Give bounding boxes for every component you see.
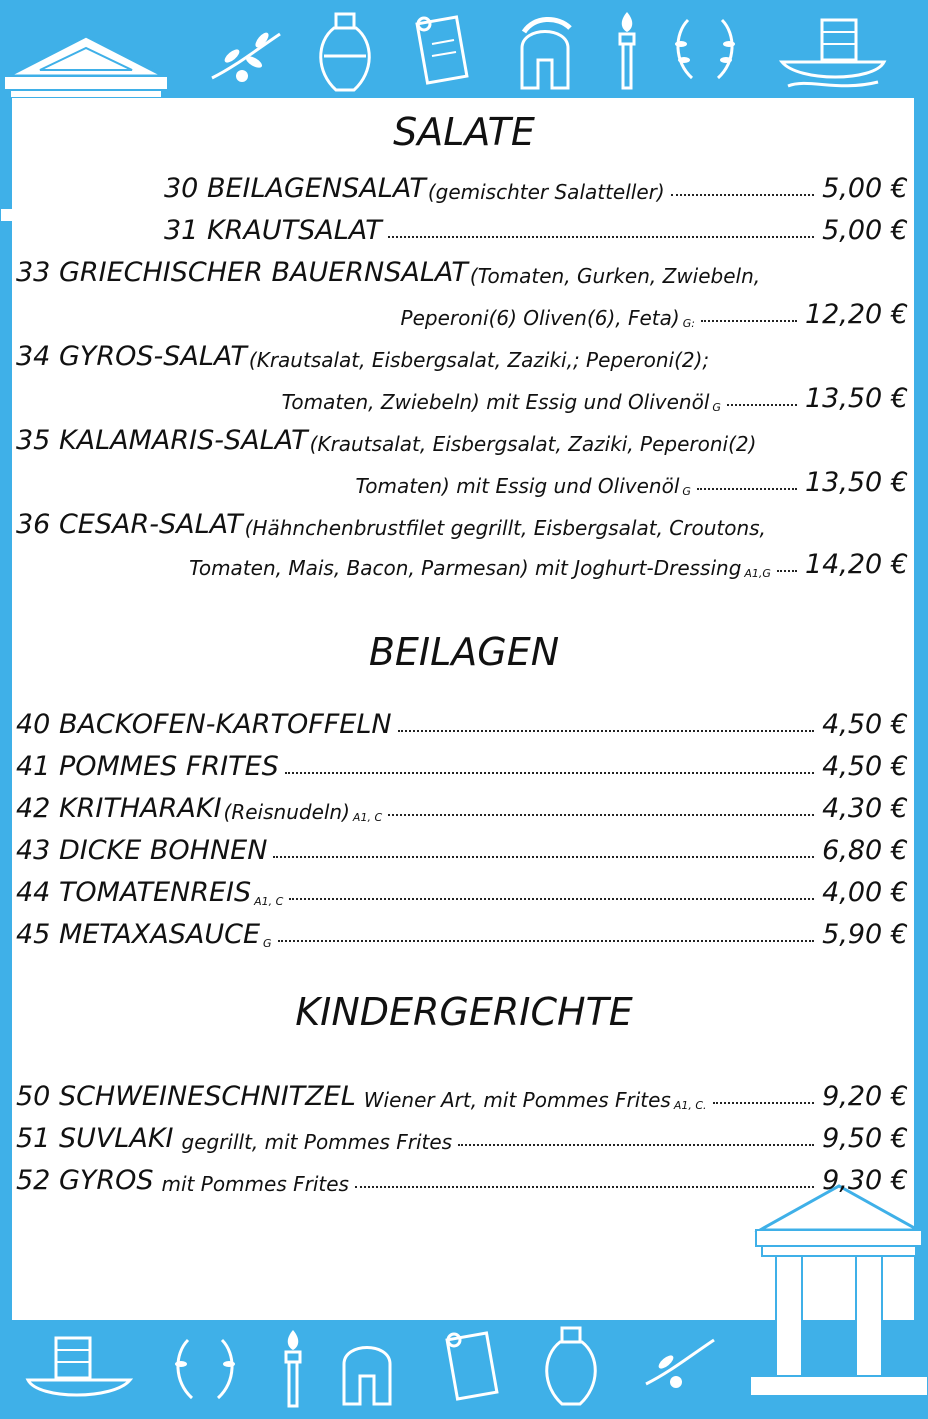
menu-item — [164, 206, 908, 246]
torch-icon — [278, 1328, 308, 1408]
item-desc: Tomaten) mit Essig und Olivenöl — [355, 474, 680, 498]
item-name: 42 KRITHARAKI — [16, 793, 222, 824]
item-price: 9,30 € — [822, 1165, 908, 1196]
item-desc: (Krautsalat, Eisbergsalat, Zaziki, Peperoni(2) — [309, 432, 757, 456]
item-price: 4,50 € — [822, 709, 908, 740]
item-allergens: A1, C. — [673, 1099, 707, 1112]
item-desc: (Reisnudeln) — [223, 800, 350, 824]
dot-leader — [289, 898, 814, 900]
item-desc: mit Pommes Frites — [161, 1172, 349, 1196]
dot-leader — [355, 1186, 814, 1188]
item-price: 4,00 € — [822, 877, 908, 908]
spartan-helmet-icon — [336, 1330, 398, 1410]
item-name: 41 POMMES FRITES — [16, 751, 279, 782]
item-allergens: A1, C — [254, 895, 284, 908]
item-allergens: G — [712, 401, 721, 414]
item-name: 50 SCHWEINESCHNITZEL — [16, 1081, 356, 1112]
dot-leader — [458, 1144, 814, 1146]
menu-item — [164, 164, 908, 204]
item-price: 4,50 € — [822, 751, 908, 782]
menu-item — [16, 826, 908, 866]
amphora-icon — [314, 12, 376, 96]
item-name: 33 GRIECHISCHER BAUERNSALAT — [16, 257, 468, 288]
item-price: 14,20 € — [804, 549, 908, 580]
olive-branch-icon — [206, 26, 286, 86]
amphora-icon — [540, 1326, 602, 1410]
item-desc: (gemischter Salatteller) — [427, 180, 665, 204]
dot-leader — [285, 772, 814, 774]
item-desc: (Krautsalat, Eisbergsalat, Zaziki,; Peperoni(2); — [248, 348, 710, 372]
item-price: 5,00 € — [822, 173, 908, 204]
item-desc: (Hähnchenbrustfilet gegrillt, Eisbergsalat, Croutons, — [244, 516, 766, 540]
item-price: 5,00 € — [822, 215, 908, 246]
item-price: 4,30 € — [822, 793, 908, 824]
dot-leader — [388, 814, 814, 816]
menu-item — [16, 332, 908, 372]
dot-leader — [278, 940, 815, 942]
section-title-salate: SALATE — [393, 110, 535, 154]
dot-leader — [671, 194, 814, 196]
item-desc: gegrillt, mit Pommes Frites — [181, 1130, 453, 1154]
menu-item — [16, 700, 908, 740]
item-name: 43 DICKE BOHNEN — [16, 835, 268, 866]
dot-leader — [701, 320, 797, 322]
dot-leader — [398, 730, 815, 732]
menu-item — [16, 784, 908, 824]
item-desc: Peperoni(6) Oliven(6), Feta) — [400, 306, 680, 330]
scroll-icon — [410, 14, 474, 88]
item-price: 13,50 € — [804, 383, 908, 414]
menu-item — [16, 742, 908, 782]
item-name: 52 GYROS — [16, 1165, 154, 1196]
item-desc: Tomaten, Mais, Bacon, Parmesan) mit Joghurt-Dressing — [189, 556, 742, 580]
olive-branch-icon — [640, 1332, 720, 1392]
menu-item — [16, 1156, 908, 1196]
section-title-kindergerichte: KINDERGERICHTE — [295, 990, 633, 1034]
dot-leader — [777, 570, 797, 572]
menu-item — [16, 500, 908, 540]
menu-item — [16, 416, 908, 456]
item-name: 30 BEILAGENSALAT — [164, 173, 426, 204]
dot-leader — [388, 236, 814, 238]
item-allergens: G — [682, 485, 691, 498]
item-name: 31 KRAUTSALAT — [164, 215, 382, 246]
menu-item-continuation — [401, 290, 908, 330]
menu-item — [16, 910, 908, 950]
dot-leader — [713, 1102, 815, 1104]
dot-leader — [727, 404, 797, 406]
greek-ship-icon — [24, 1330, 134, 1410]
menu-item — [16, 248, 908, 288]
item-price: 12,20 € — [804, 299, 908, 330]
temple-icon — [750, 1176, 928, 1416]
item-name: 45 METAXASAUCE — [16, 919, 261, 950]
item-price: 6,80 € — [822, 835, 908, 866]
menu-item — [16, 1072, 908, 1112]
item-allergens: A1,G — [744, 567, 771, 580]
item-price: 9,50 € — [822, 1123, 908, 1154]
dot-leader — [273, 856, 814, 858]
item-allergens: G — [263, 937, 272, 950]
item-name: 51 SUVLAKI — [16, 1123, 174, 1154]
item-name: 40 BACKOFEN-KARTOFFELN — [16, 709, 392, 740]
item-name: 34 GYROS-SALAT — [16, 341, 247, 372]
section-title-beilagen: BEILAGEN — [368, 630, 560, 674]
item-desc: Tomaten, Zwiebeln) mit Essig und Olivenöl — [281, 390, 710, 414]
dot-leader — [697, 488, 797, 490]
scroll-icon — [440, 1330, 504, 1404]
item-name: 35 KALAMARIS-SALAT — [16, 425, 308, 456]
item-name: 44 TOMATENREIS — [16, 877, 252, 908]
menu-item-continuation — [356, 458, 909, 498]
item-price: 13,50 € — [804, 467, 908, 498]
item-allergens: A1, C — [352, 811, 383, 824]
laurel-wreath-icon — [172, 1334, 238, 1404]
item-price: 5,90 € — [822, 919, 908, 950]
item-price: 9,20 € — [822, 1081, 908, 1112]
laurel-wreath-icon — [672, 14, 738, 84]
menu-item-continuation — [189, 540, 908, 580]
greek-ship-icon — [778, 12, 888, 92]
item-desc: Wiener Art, mit Pommes Frites — [363, 1088, 671, 1112]
item-allergens: G: — [682, 317, 695, 330]
menu-item-continuation — [282, 374, 908, 414]
menu-item — [16, 1114, 908, 1154]
item-desc: (Tomaten, Gurken, Zwiebeln, — [469, 264, 761, 288]
item-name: 36 CESAR-SALAT — [16, 509, 243, 540]
menu-item — [16, 868, 908, 908]
spartan-helmet-icon — [514, 14, 576, 94]
torch-icon — [612, 10, 642, 90]
